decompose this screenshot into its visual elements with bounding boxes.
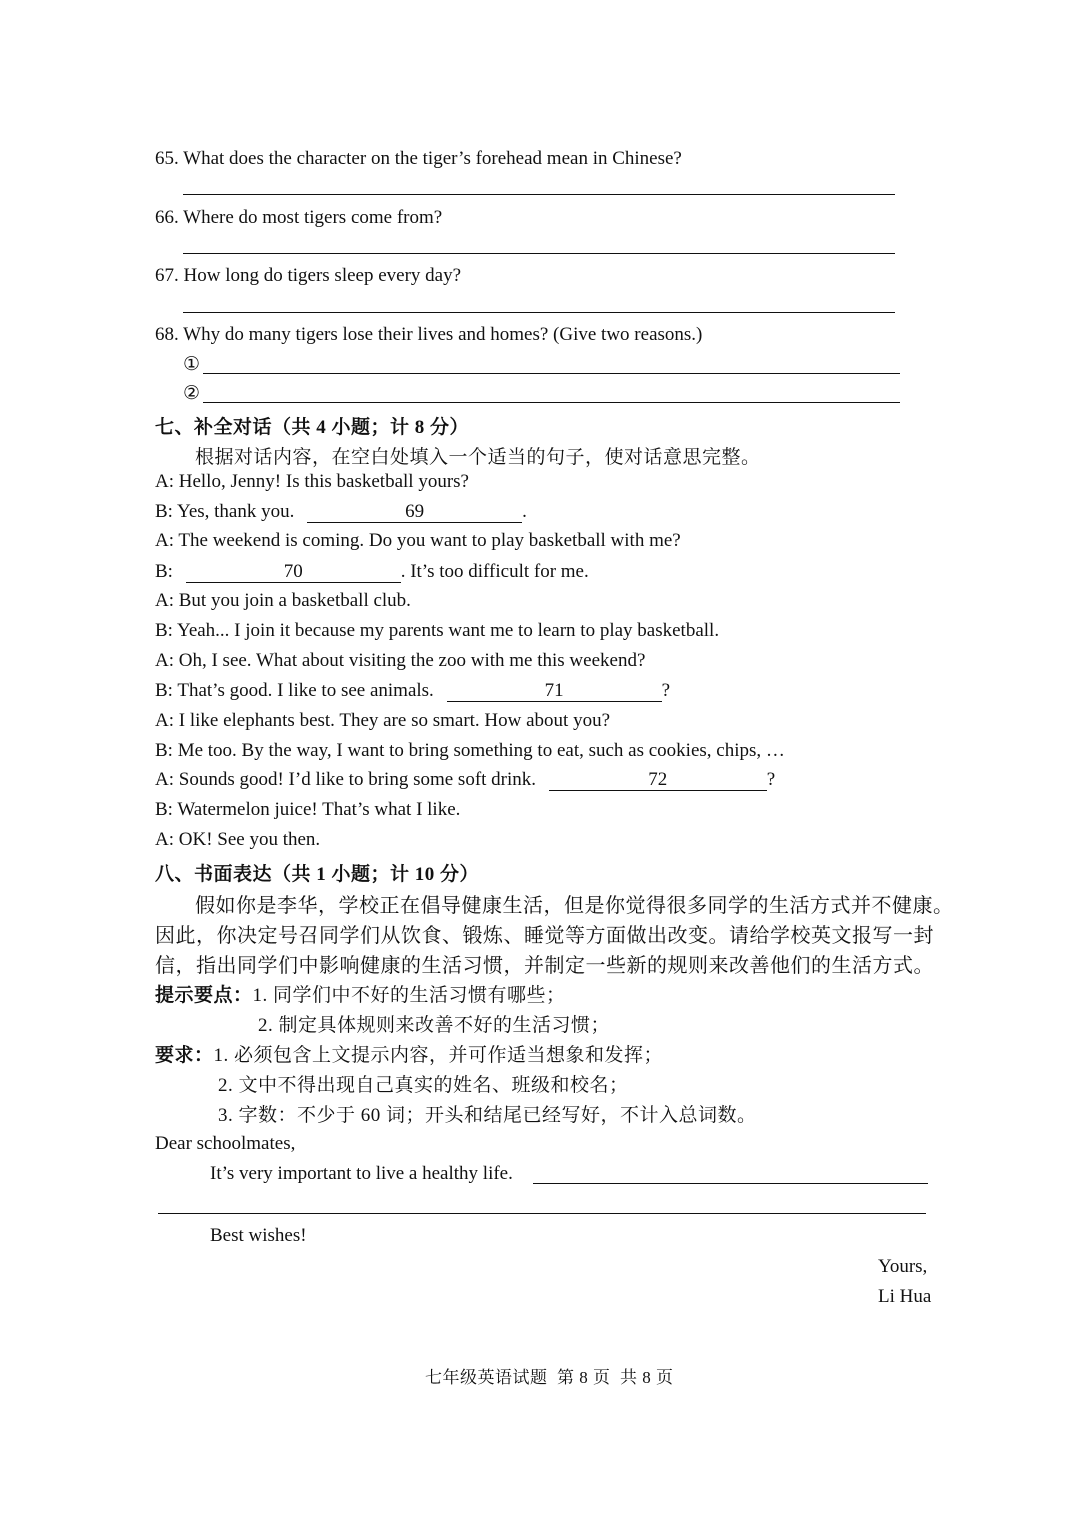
writing-line-2[interactable] (158, 1213, 926, 1214)
question-65: 65. What does the character on the tiger’s forehead mean in Chinese? (155, 148, 682, 169)
section-7-instruction: 根据对话内容，在空白处填入一个适当的句子，使对话意思完整。 (195, 447, 761, 468)
dialogue-line-10: B: Me too. By the way, I want to bring something to eat, such as cookies, chips, … (155, 740, 785, 761)
dialogue-text: B: Yes, thank you. (155, 501, 295, 522)
blank-69[interactable]: 69 (307, 502, 522, 523)
hint-1: 1. 同学们中不好的生活习惯有哪些； (252, 985, 566, 1006)
requirement-1: 1. 必须包含上文提示内容，并可作适当想象和发挥； (213, 1045, 664, 1066)
requirement-3: 3. 字数：不少于 60 词；开头和结尾已经写好，不计入总词数。 (218, 1105, 757, 1126)
dialogue-line-5: A: But you join a basketball club. (155, 590, 411, 611)
question-66: 66. Where do most tigers come from? (155, 207, 443, 228)
section-7-heading: 七、补全对话（共 4 小题；计 8 分） (155, 417, 470, 438)
reason-2-marker: ② (183, 383, 201, 404)
question-68: 68. Why do many tigers lose their lives and homes? (Give two reasons.) (155, 324, 703, 345)
writing-prompt-line-2: 因此，你决定号召同学们从饮食、锻炼、睡觉等方面做出改变。请给学校英文报写一封 (155, 925, 934, 947)
answer-line-68-2[interactable] (203, 402, 900, 403)
dialogue-line-4 (155, 561, 589, 583)
dialogue-line-11 (155, 769, 775, 791)
letter-opening: It’s very important to live a healthy life. (210, 1163, 513, 1184)
dialogue-line-8 (155, 680, 670, 702)
dialogue-punct: ? (661, 680, 670, 701)
writing-prompt-line-3: 信，指出同学们中影响健康的生活习惯，并制定一些新的规则来改善他们的生活方式。 (155, 955, 934, 977)
blank-70[interactable]: 70 (186, 562, 401, 583)
dialogue-line-6: B: Yeah... I join it because my parents want me to learn to play basketball. (155, 620, 720, 641)
answer-line-67[interactable] (183, 312, 895, 313)
letter-signature: Li Hua (878, 1286, 932, 1307)
hints-label: 提示要点： (155, 985, 253, 1006)
letter-closing: Best wishes! (210, 1225, 307, 1246)
requirements-row-1 (155, 1040, 663, 1067)
reason-1-marker: ① (183, 354, 201, 375)
dialogue-line-3: A: The weekend is coming. Do you want to play basketball with me? (155, 530, 681, 551)
dialogue-line-12: B: Watermelon juice! That’s what I like. (155, 799, 461, 820)
dialogue-text: B: That’s good. I like to see animals. (155, 680, 434, 701)
dialogue-punct: . (522, 501, 527, 522)
hint-2: 2. 制定具体规则来改善不好的生活习惯； (258, 1015, 611, 1036)
writing-line-1[interactable] (533, 1183, 928, 1184)
dialogue-line-2 (155, 501, 527, 523)
dialogue-punct: ? (766, 769, 776, 790)
writing-prompt-line-1: 假如你是李华，学校正在倡导健康生活，但是你觉得很多同学的生活方式并不健康。 (195, 895, 954, 917)
answer-line-68-1[interactable] (203, 373, 900, 374)
hints-row-1 (155, 980, 566, 1007)
answer-line-65[interactable] (183, 194, 895, 195)
letter-sign-yours: Yours, (878, 1256, 928, 1277)
dialogue-line-13: A: OK! See you then. (155, 829, 321, 850)
section-8-heading: 八、书面表达（共 1 小题；计 10 分） (155, 864, 480, 885)
page-footer: 七年级英语试题 第 8 页 共 8 页 (425, 1368, 674, 1387)
blank-72[interactable]: 72 (549, 770, 767, 791)
blank-71[interactable]: 71 (447, 681, 662, 702)
requirements-label: 要求： (155, 1045, 214, 1066)
dialogue-text: A: Sounds good! I’d like to bring some soft drink. (155, 769, 537, 790)
letter-salutation: Dear schoolmates, (155, 1133, 296, 1154)
dialogue-line-9: A: I like elephants best. They are so smart. How about you? (155, 710, 611, 731)
dialogue-text: . It’s too difficult for me. (400, 561, 589, 582)
dialogue-line-1: A: Hello, Jenny! Is this basketball yours? (155, 471, 469, 492)
answer-line-66[interactable] (183, 253, 895, 254)
dialogue-text: B: (155, 561, 173, 582)
requirement-2: 2. 文中不得出现自己真实的姓名、班级和校名； (218, 1075, 629, 1096)
dialogue-line-7: A: Oh, I see. What about visiting the zoo with me this weekend? (155, 650, 646, 671)
question-67: 67. How long do tigers sleep every day? (155, 265, 462, 286)
